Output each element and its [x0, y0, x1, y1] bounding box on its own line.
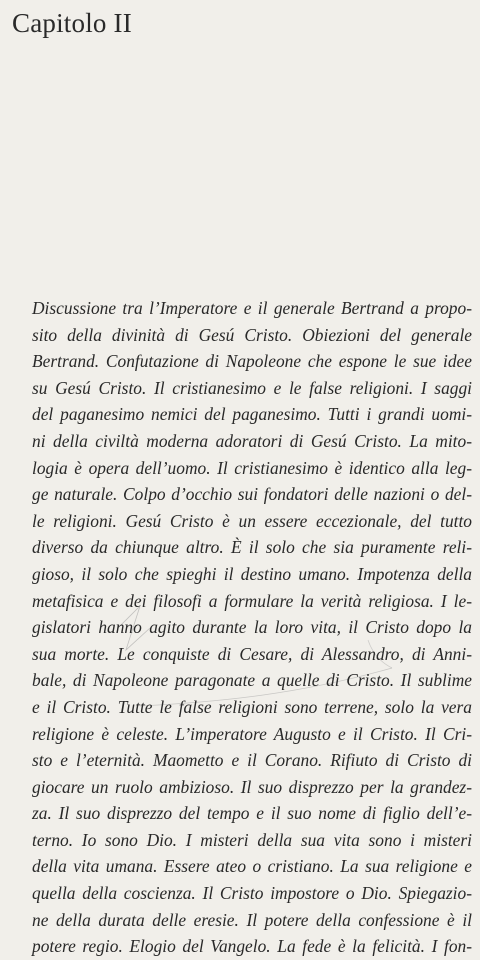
summary-line: ni della civiltà moderna adoratori di Gesú Cristo. La mito- — [32, 430, 472, 451]
chapter-title: Capitolo II — [12, 8, 132, 38]
summary-line: potere regio. Elogio del Vangelo. La fede è la felicità. I fon- — [32, 936, 472, 957]
summary-line: quella della coscienza. Il Cristo impostore o Dio. Spiegazio- — [32, 883, 472, 904]
summary-line: le religioni. Gesú Cristo è un essere eccezionale, del tutto — [32, 510, 472, 531]
summary-line: Bertrand. Confutazione di Napoleone che espone le sue idee — [32, 351, 472, 372]
summary-line: sto e l’eternità. Maometto e il Corano. Rifiuto di Cristo di — [32, 750, 472, 771]
summary-line: sua morte. Le conquiste di Cesare, di Alessandro, di Anni- — [32, 643, 472, 664]
summary-line: gislatori hanno agito durante la loro vita, il Cristo dopo la — [32, 617, 472, 638]
summary-line: ne della durata delle eresie. Il potere della confessione è il — [32, 909, 472, 930]
summary-line: del paganesimo nemici del paganesimo. Tutti i grandi uomi- — [32, 404, 472, 425]
summary-line: sito della divinità di Gesú Cristo. Obiezioni del generale — [32, 324, 472, 345]
summary-line: su Gesú Cristo. Il cristianesimo e le false religioni. I saggi — [32, 377, 472, 398]
summary-line: za. Il suo disprezzo del tempo e il suo nome di figlio dell’e- — [32, 803, 472, 824]
summary-line: e il Cristo. Tutte le false religioni sono terrene, solo la vera — [32, 696, 472, 717]
summary-line: ge naturale. Colpo d’occhio sui fondatori delle nazioni o del- — [32, 484, 472, 505]
summary-line: terno. Io sono Dio. I misteri della sua vita sono i misteri — [32, 829, 472, 850]
summary-line: Discussione tra l’Imperatore e il generale Bertrand a propo- — [32, 298, 472, 318]
chapter-summary — [32, 295, 472, 960]
summary-line: gioso, il solo che spieghi il destino umano. Impotenza della — [32, 563, 472, 584]
summary-line: della vita umana. Essere ateo o cristiano. La sua religione e — [32, 856, 472, 877]
summary-line: metafisica e dei filosofi a formulare la verità religiosa. I le- — [32, 590, 472, 611]
summary-line: diverso da chiunque altro. È il solo che sia puramente reli- — [32, 537, 472, 558]
summary-line: bale, di Napoleone paragonate a quelle di Cristo. Il sublime — [32, 670, 472, 691]
summary-line: logia è opera dell’uomo. Il cristianesimo è identico alla leg- — [32, 457, 472, 478]
summary-line: giocare un ruolo ambizioso. Il suo disprezzo per la grandez- — [32, 776, 472, 797]
summary-line: religione è celeste. L’imperatore Augusto e il Cristo. Il Cri- — [32, 723, 472, 744]
